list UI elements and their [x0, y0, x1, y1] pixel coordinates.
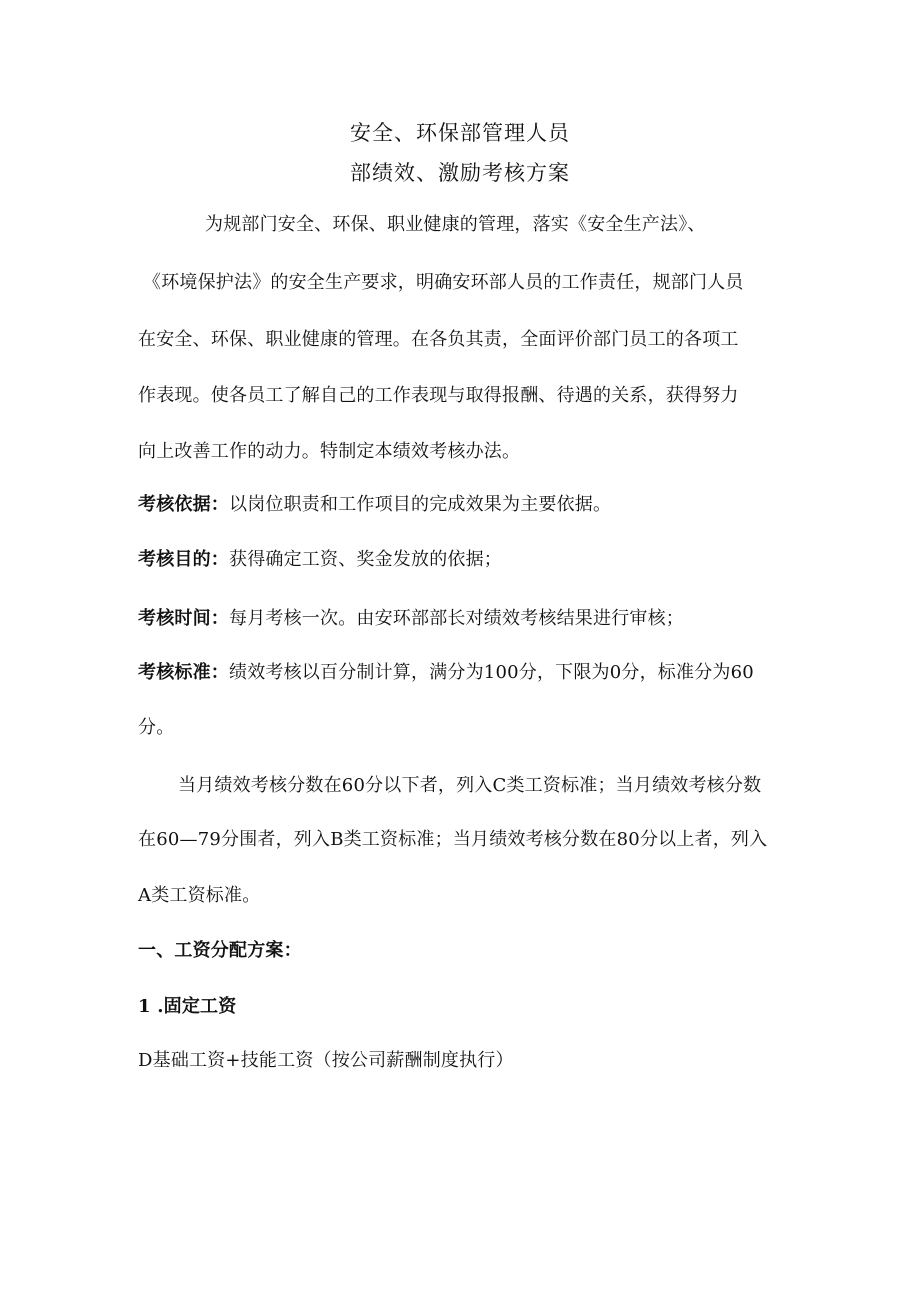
- section-heading-salary-plan: 一、工资分配方案：: [138, 940, 302, 961]
- document-title-line-1: 安全、环保部管理人员: [350, 121, 570, 145]
- intro-paragraph-line: 作表现。使各员工了解自己的工作表现与取得报酬、待遇的关系，获得努力: [138, 385, 739, 406]
- subsection-heading-fixed-salary: 1 .固定工资: [138, 996, 237, 1017]
- grade-paragraph-line: A类工资标准。: [138, 885, 261, 906]
- intro-paragraph-line: 为规部门安全、环保、职业健康的管理，落实《安全生产法》、: [205, 214, 706, 235]
- intro-paragraph-line: 在安全、环保、职业健康的管理。在各负其责，全面评价部门员工的各项工: [138, 329, 739, 350]
- grade-paragraph-line: 当月绩效考核分数在60分以下者，列入C类工资标准；当月绩效考核分数: [178, 775, 762, 796]
- standard-label: 考核标准：: [138, 662, 229, 683]
- grade-paragraph-line: 在60—79分围者，列入B类工资标准；当月绩效考核分数在80分以上者，列入: [138, 829, 768, 850]
- purpose-text: 获得确定工资、奖金发放的依据；: [229, 549, 502, 570]
- purpose-label: 考核目的：: [138, 549, 229, 570]
- fixed-salary-line: D基础工资+技能工资（按公司薪酬制度执行）: [138, 1050, 514, 1071]
- time-text: 每月考核一次。由安环部部长对绩效考核结果进行审核；: [229, 608, 684, 629]
- basis-label: 考核依据：: [138, 494, 229, 515]
- document-title-line-2: 部绩效、激励考核方案: [350, 161, 570, 185]
- basis-paragraph: [138, 490, 611, 516]
- basis-text: 以岗位职责和工作项目的完成效果为主要依据。: [229, 494, 612, 515]
- time-paragraph: [138, 604, 684, 630]
- purpose-paragraph: [138, 545, 502, 571]
- intro-paragraph-line: 《环境保护法》的安全生产要求，明确安环部人员的工作责任，规部门人员: [143, 272, 744, 293]
- intro-paragraph-line: 向上改善工作的动力。特制定本绩效考核办法。: [138, 441, 521, 462]
- time-label: 考核时间：: [138, 608, 229, 629]
- standard-text: 绩效考核以百分制计算，满分为100分，下限为0分，标准分为60: [229, 662, 754, 683]
- standard-paragraph: [138, 658, 754, 684]
- standard-continuation: 分。: [138, 717, 175, 738]
